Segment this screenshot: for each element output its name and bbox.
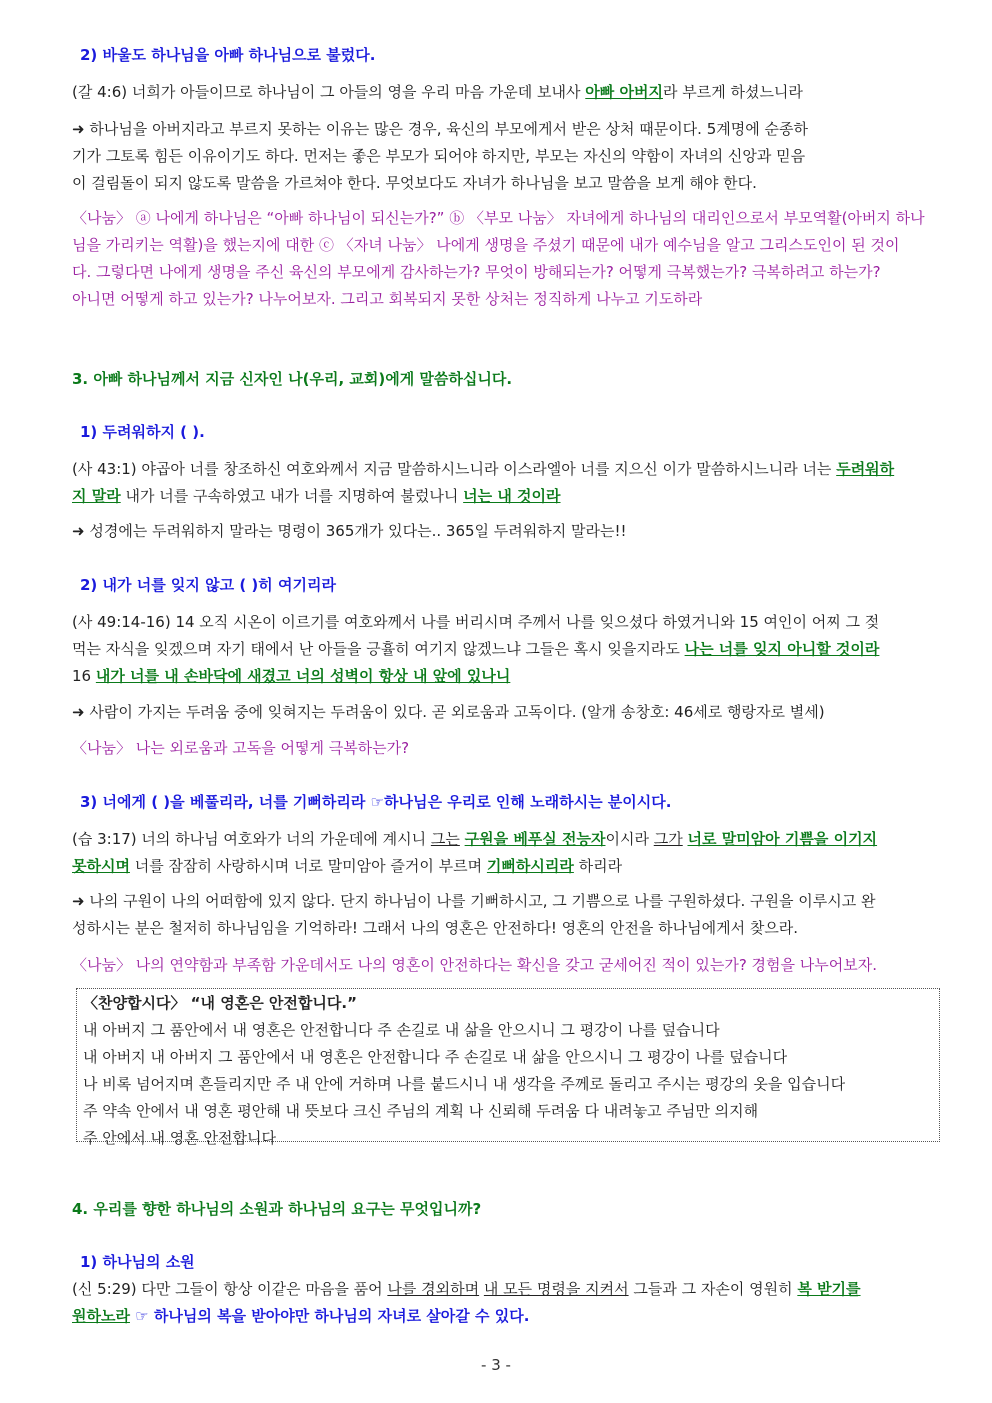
song-line: 내 아버지 내 아버지 그 품안에서 내 영혼은 안전합니다 주 손길로 내 삶을 안으시니 그 평강이 나를 덮습니다 — [83, 1048, 788, 1066]
song-line: 나 비록 넘어지며 흔들리지만 주 내 안에 거하며 나를 붙드시니 내 생각을 주께로 돌리고 주시는 평강의 옷을 입습니다 — [83, 1075, 846, 1093]
song-lyrics-box — [76, 988, 940, 1147]
verse-gal-4-6: (갈 4:6) 너희가 아들이므로 하나님이 그 아들의 영을 우리 마음 가운데 보내사 아빠 아버지라 부르게 하셨느니라 — [72, 83, 803, 101]
song-line: 주 안에서 내 영혼 안전합니다 — [83, 1129, 276, 1147]
sharing-2-2: 〈나눔〉 ⓐ 나에게 하나님은 “아빠 하나님이 되신는가?” ⓑ 〈부모 나눔〉 자녀에게 하나님의 대리인으로서 부모역활(아버지 하나 님을 가리키는 역활)을 했는지에 대한 ⓒ 〈자녀 나눔〉 나에게 생명을 주셨기 때문에 내가 예수님을 알고 그리스도인이 된 것이 다. 그렇다면 나에게 생명을 주신 육신의 부모에게 감사하는가? 무엇이 방해되는가? 어떻게 극복했는가? 극복하려고 하는가? 아니면 어떻게 하고 있는가? 나누어보자. 그리고 회복되지 못한 상처는 정직하게 나누고 기도하라 — [72, 209, 925, 308]
subheading-3-3: 3) 너에게 ( )을 베풀리라, 너를 기뻐하리라 ☞하나님은 우리로 인해 노래하시는 분이시다. — [80, 793, 672, 811]
subheading-3-2: 2) 내가 너를 잊지 않고 ( )히 여기리라 — [80, 576, 336, 594]
sharing-3-3: 〈나눔〉 나의 연약함과 부족함 가운데서도 나의 영혼이 안전하다는 확신을 갖고 굳세어진 적이 있는가? 경험을 나누어보자. — [72, 956, 878, 974]
commentary-3-2: ➜ 사람이 가지는 두려움 중에 잊혀지는 두려움이 있다. 곧 외로움과 고독이다. (알개 송창호: 46세로 행랑자로 별세) — [72, 703, 825, 721]
commentary-3-3: ➜ 나의 구원이 나의 어떠함에 있지 않다. 단지 하나님이 나를 기뻐하시고, 그 기쁨으로 나를 구원하셨다. 구원을 이루시고 완 성하시는 분은 철저히 하나님임을 기억하라! 그래서 나의 영혼은 안전하다! 영혼의 안전을 하나님에게서 찾으라. — [72, 892, 876, 937]
commentary-2-2: ➜ 하나님을 아버지라고 부르지 못하는 이유는 많은 경우, 육신의 부모에게서 받은 상처 때문이다. 5계명에 순종하 기가 그토록 힘든 이유이기도 하다. 먼저는 좋은 부모가 되어야 하지만, 부모는 자신의 약함이 자녀의 신앙과 믿음 이 걸림돌이 되지 않도록 말씀을 가르쳐야 한다. 무엇보다도 자녀가 하나님을 보고 말씀을 보게 해야 한다. — [72, 120, 808, 192]
highlight-abba: 아빠 아버지 — [585, 83, 663, 101]
song-line: 주 약속 안에서 내 영혼 평안해 내 뜻보다 크신 주님의 계획 나 신뢰해 두려움 다 내려놓고 주님만 의지해 — [83, 1102, 759, 1120]
page-number: - 3 - — [481, 1356, 511, 1374]
verse-isa-49-14: (사 49:14-16) 14 오직 시온이 이르기를 여호와께서 나를 버리시며 주께서 나를 잊으셨다 하였거니와 15 여인이 어찌 그 젖 먹는 자식을 잊겠으며 자기 태에서 난 아들을 긍휼히 여기지 않겠느냐 그들은 혹시 잊을지라도 나는 너를 잊지 아니할 것이라 16 내가 너를 내 손바닥에 새겼고 너의 성벽이 항상 내 앞에 있나니 — [72, 613, 880, 685]
subheading-4-1: 1) 하나님의 소원 — [80, 1253, 195, 1271]
subheading-3-1: 1) 두려워하지 ( ). — [80, 423, 205, 441]
song-line: 내 아버지 그 품안에서 내 영혼은 안전합니다 주 손길로 내 삶을 안으시니 그 평강이 나를 덮습니다 — [83, 1021, 720, 1039]
song-title: 〈찬양합시다〉 “내 영혼은 안전합니다.” — [83, 994, 357, 1012]
sharing-3-2: 〈나눔〉 나는 외로움과 고독을 어떻게 극복하는가? — [72, 739, 410, 757]
verse-deu-5-29: (신 5:29) 다만 그들이 항상 이같은 마음을 품어 나를 경외하며 내 모든 명령을 지켜서 그들과 그 자손이 영원히 복 받기를 원하노라 ☞ 하나님의 복을 받아야만 하나님의 자녀로 살아갈 수 있다. — [72, 1280, 861, 1325]
section-4-heading: 4. 우리를 향한 하나님의 소원과 하나님의 요구는 무엇입니까? — [72, 1200, 482, 1218]
verse-isa-43-1: (사 43:1) 야곱아 너를 창조하신 여호와께서 지금 말씀하시느니라 이스라엘아 너를 지으신 이가 말씀하시느니라 너는 두려워하 지 말라 내가 너를 구속하였고 내가 너를 지명하여 불렀나니 너는 내 것이라 — [72, 460, 895, 505]
section-3-heading: 3. 아빠 하나님께서 지금 신자인 나(우리, 교회)에게 말씀하십니다. — [72, 370, 513, 388]
subheading-2-2: 2) 바울도 하나님을 아빠 하나님으로 불렀다. — [80, 46, 376, 64]
commentary-3-1: ➜ 성경에는 두려워하지 말라는 명령이 365개가 있다는.. 365일 두려워하지 말라는!! — [72, 522, 627, 540]
verse-zep-3-17: (습 3:17) 너의 하나님 여호와가 너의 가운데에 계시니 그는 구원을 베푸실 전능자이시라 그가 너로 말미암아 기쁨을 이기지 못하시며 너를 잠잠히 사랑하시며 너로 말미암아 즐거이 부르며 기뻐하시리라 하리라 — [72, 830, 878, 875]
pointer-note: ☞ 하나님의 복을 받아야만 하나님의 자녀로 살아갈 수 있다. — [129, 1307, 530, 1325]
